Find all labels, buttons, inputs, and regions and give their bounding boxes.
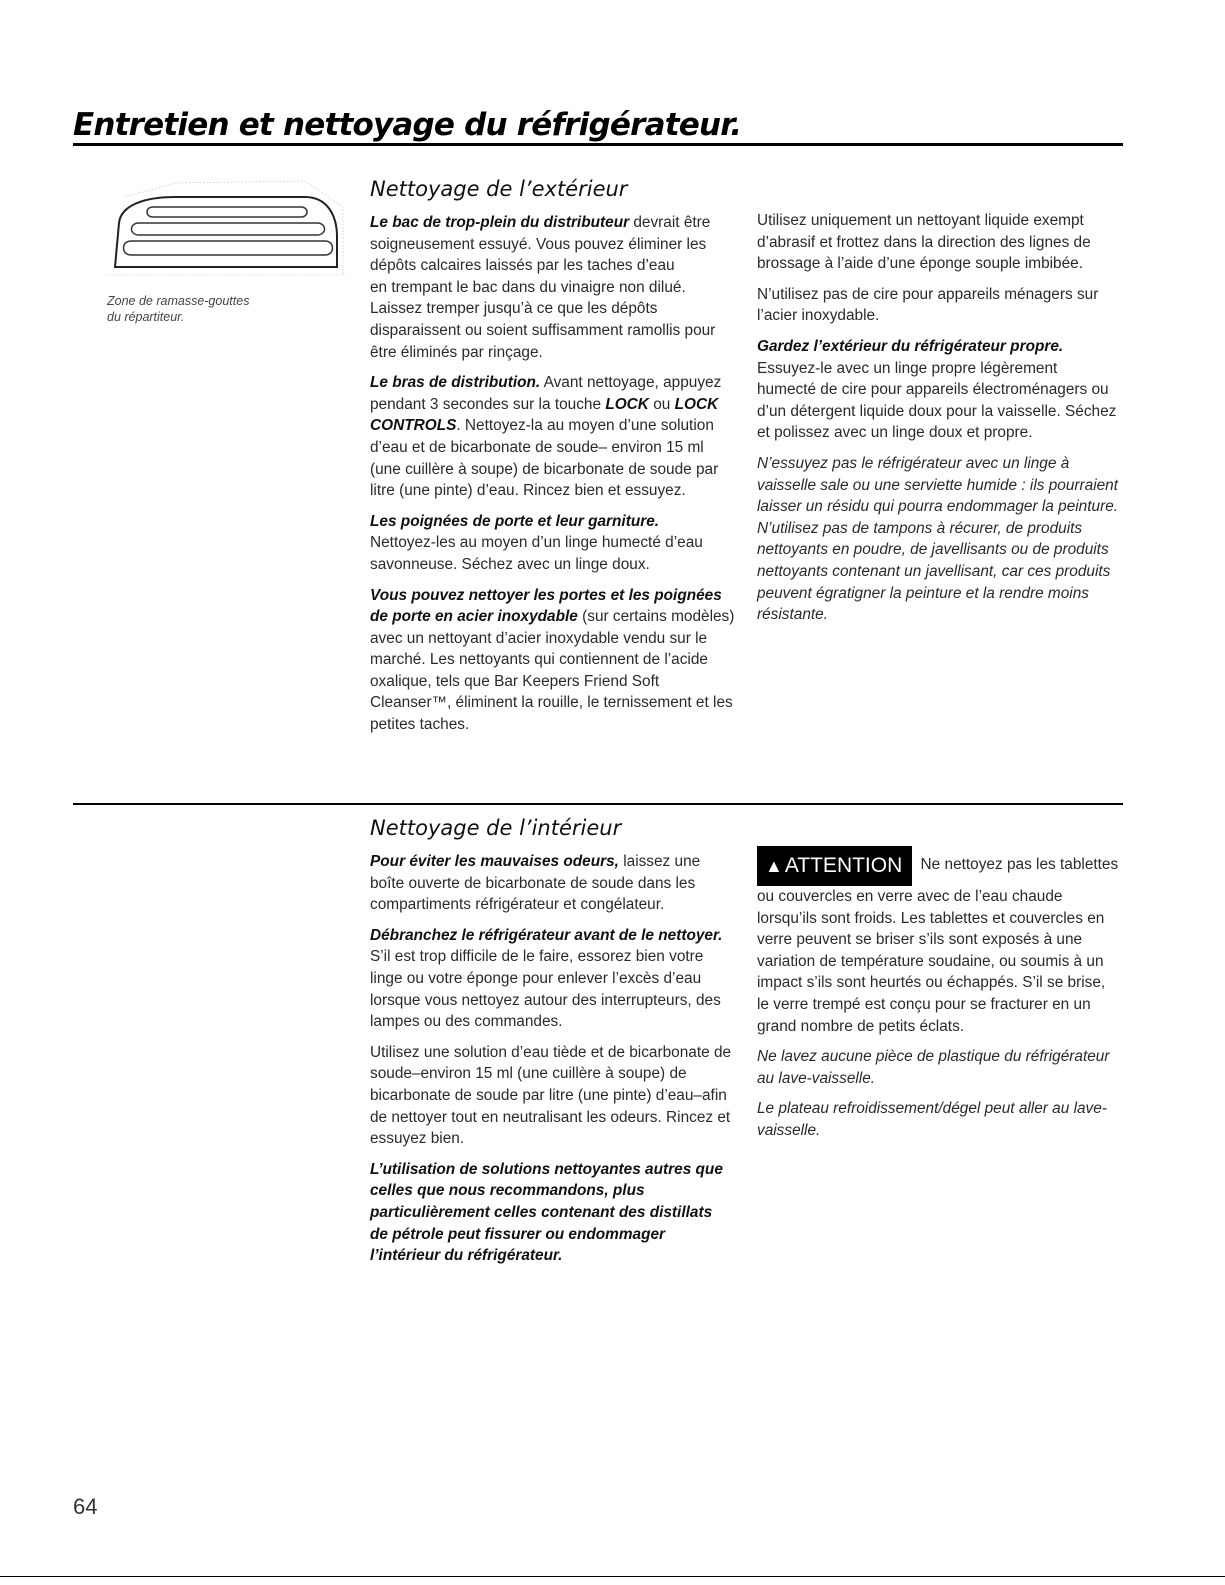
- interior-warning-solvents: L’utilisation de solutions nettoyantes autres que celles que nous recommandons, plus particulièrement celles contenant des distillats de pétrole peut fissurer ou endommager l’intérieur du réfrigérateur.: [370, 1160, 723, 1265]
- exterior-paragraph-door-handles: [370, 511, 735, 576]
- attention-label: ATTENTION: [784, 854, 903, 877]
- figure-caption-line-1: Zone de ramasse-gouttes: [107, 294, 250, 308]
- exterior-paragraph-vinegar: en trempant le bac dans du vinaigre non dilué. Laissez tremper jusqu’à ce que les dépôts disparaissent ou soient suffisamment ramollis pour être éliminés par rinçage.: [370, 278, 716, 361]
- exterior-paragraph-liquid-cleaner: Utilisez uniquement un nettoyant liquide exempt d’abrasif et frottez dans la direction des lignes de brossage à l’aide d’une éponge souple imbibée.: [757, 212, 1091, 273]
- page-number: 64: [73, 1494, 98, 1519]
- exterior-paragraph-dispenser-arm: [370, 372, 735, 502]
- exterior-p3-lead: Les poignées de porte et leur garniture.: [370, 512, 660, 530]
- exterior-heading: Nettoyage de l’extérieur: [370, 177, 628, 201]
- drip-tray-figure: [105, 175, 345, 325]
- exterior-paragraph-keep-clean: [757, 336, 1119, 444]
- exterior-p2-text-c: . Nettoyez-la au moyen d’une solution d’eau et de bicarbonate de soude– environ 15 ml (une cuillère à soupe) de bicarbonate de soude par litre (une pinte) d’eau. Rincez bien et essuyez.: [370, 417, 719, 500]
- interior-p1-text: laissez une boîte ouverte de bicarbonate de soude dans les compartiments réfrigérateur et congélateur.: [370, 853, 701, 914]
- exterior-paragraph-overflow-tray: [370, 212, 735, 277]
- title-underline: [73, 143, 1123, 146]
- exterior-p4-text: (sur certains modèles) avec un nettoyant d’acier inoxydable vendu sur le marché. Les nettoyants qui contiennent de l’acide oxalique, tels que Bar Keepers Friend Soft Cleanser™, éliminent la rouille, le ternissement et les petites taches.: [370, 608, 735, 734]
- exterior-column-left: [370, 176, 735, 745]
- exterior-warning-paint: N’essuyez pas le réfrigérateur avec un linge à vaisselle sale ou une serviette humide : ils pourraient laisser un résidu qui pourra endommager la peinture. N’utilisez pas de tampons à récurer, de produits nettoyants en poudre, de javellisants ou de produits nettoyants contenant un javellisant, car ces produits peuvent égratigner la peinture et la rendre moins résistante.: [757, 454, 1119, 624]
- attention-badge: [757, 846, 912, 886]
- page-bottom-edge: [0, 1576, 1225, 1577]
- exterior-p2-lead: Le bras de distribution.: [370, 374, 541, 392]
- exterior-p2-text-a: Avant nettoyage, appuyez pendant 3 secondes sur la touche: [370, 374, 722, 413]
- exterior-p1-text: devrait être soigneusement essuyé. Vous pouvez éliminer les dépôts calcaires laissés par les taches d’eau: [370, 214, 711, 275]
- exterior-p1-lead: Le bac de trop-plein du distributeur: [370, 214, 630, 231]
- interior-paragraph-glass: [757, 846, 1119, 1037]
- exterior-column-right: [757, 210, 1119, 635]
- drip-tray-illustration: [105, 175, 345, 285]
- figure-caption: [107, 293, 345, 325]
- interior-note-tray: Le plateau refroidissement/dégel peut aller au lave-vaisselle.: [757, 1100, 1107, 1139]
- page-title: Entretien et nettoyage du réfrigérateur.: [73, 107, 742, 143]
- interior-paragraph-solution: Utilisez une solution d’eau tiède et de bicarbonate de soude–environ 15 ml (une cuillère à soupe) de bicarbonate de soude par litre (une pinte) d’eau–afin de nettoyer tout en neutralisant les odeurs. Rincez et essuyez bien.: [370, 1043, 732, 1148]
- lock-key-label: LOCK: [605, 395, 649, 413]
- interior-p1-lead: Pour éviter les mauvaises odeurs,: [370, 853, 619, 870]
- interior-column-right: [757, 846, 1119, 1151]
- exterior-p2-text-b: ou: [648, 395, 675, 413]
- interior-p2-text: S’il est trop difficile de le faire, essorez bien votre linge ou votre éponge pour enlever l’excès d’eau lorsque vous nettoyez autour des interrupteurs, des lampes ou des commandes.: [370, 948, 721, 1031]
- warning-triangle-icon: ▲: [765, 856, 783, 876]
- interior-warning-plastic: Ne lavez aucune pièce de plastique du réfrigérateur au lave-vaisselle.: [757, 1048, 1110, 1087]
- interior-heading: Nettoyage de l’intérieur: [370, 816, 622, 840]
- lock-controls-key-label: LOCK CONTROLS: [370, 395, 719, 435]
- exterior-p3-text: Nettoyez-les au moyen d’un linge humecté d’eau savonneuse. Séchez avec un linge doux.: [370, 534, 703, 573]
- interior-paragraph-unplug: [370, 925, 732, 1033]
- exterior-paragraph-no-wax: N’utilisez pas de cire pour appareils ménagers sur l’acier inoxydable.: [757, 285, 1099, 325]
- exterior-p4-lead: Vous pouvez nettoyer les portes et les poignées de porte en acier inoxydable: [370, 586, 722, 626]
- interior-p2-lead: Débranchez le réfrigérateur avant de le nettoyer.: [370, 926, 723, 944]
- exterior-p7-text: Essuyez-le avec un linge propre légèrement humecté de cire pour appareils électroménagers ou d’un détergent liquide doux pour la vaisselle. Séchez et polissez avec un linge doux et propre.: [757, 359, 1117, 442]
- interior-p5-text: Ne nettoyez pas les tablettes ou couvercles en verre avec de l’eau chaude lorsqu’ils sont froids. Les tablettes et couvercles en verre peuvent se briser s’ils sont exposés à une variation de température soudaine, ou soumis à un impact s’ils sont heurtés ou échappés. S’il se brise, le verre trempé est conçu pour se fracturer en un grand nombre de petits éclats.: [757, 856, 1119, 1035]
- exterior-p7-lead: Gardez l’extérieur du réfrigérateur propre.: [757, 337, 1064, 355]
- interior-column-left: [370, 815, 732, 1276]
- interior-paragraph-odors: [370, 851, 732, 916]
- exterior-paragraph-stainless: [370, 585, 735, 736]
- figure-caption-line-2: du répartiteur.: [107, 310, 185, 324]
- section-divider: [73, 803, 1123, 805]
